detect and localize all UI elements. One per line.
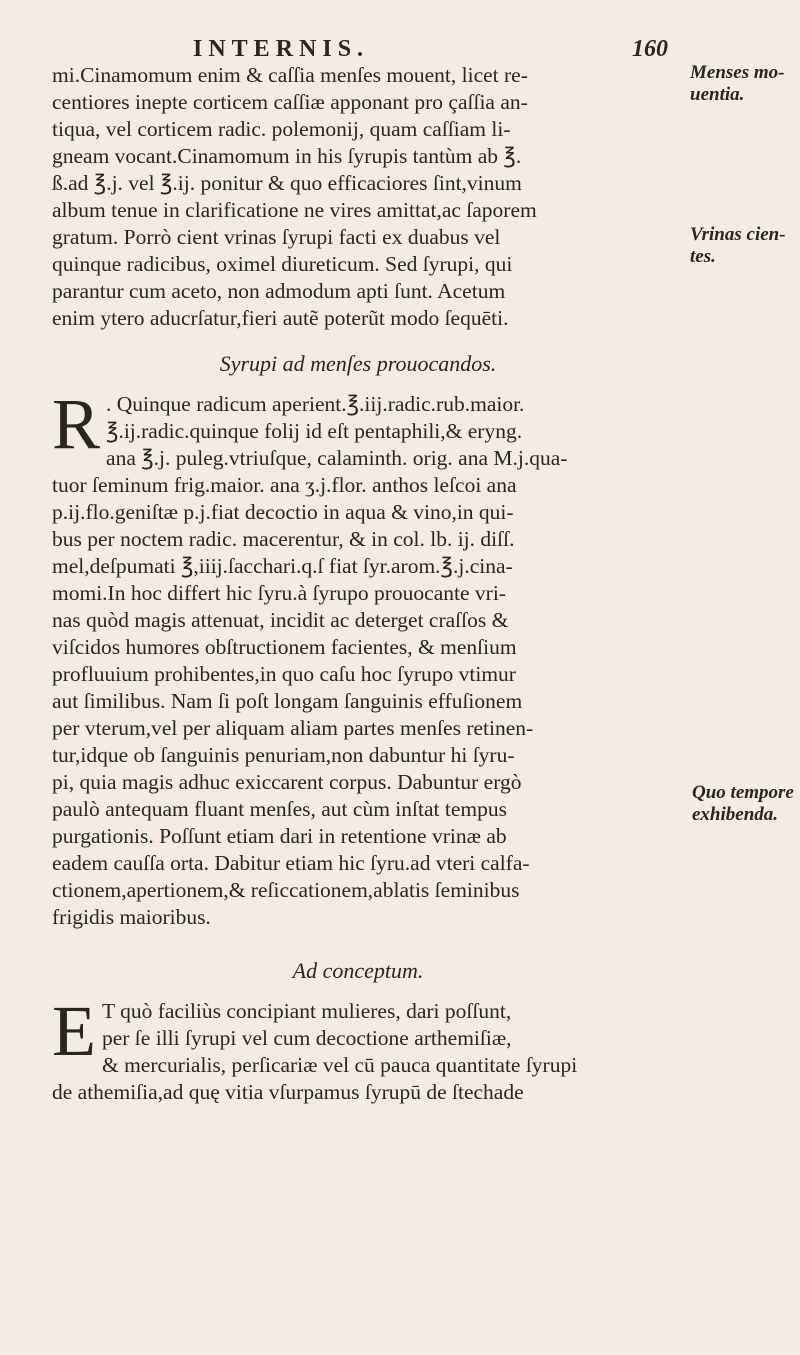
- text-column: [52, 62, 664, 1106]
- running-title: INTERNIS.: [193, 36, 370, 62]
- text-line: parantur cum aceto, non admodum apti ſunt. Acetum: [52, 279, 506, 303]
- text-line: aut ſimilibus. Nam ſi poſt longam ſanguinis effuſionem: [52, 689, 523, 713]
- paragraph-recipe: [52, 384, 664, 931]
- page-number: 160: [632, 36, 668, 62]
- text-line: bus per noctem radic. macerentur, & in col. lb. ij. diſſ.: [52, 527, 515, 551]
- text-line: ß.ad ℥.j. vel ℥.ij. ponitur & quo efficaciores ſint,vinum: [52, 171, 522, 195]
- text-line: tur,idque ob ſanguinis penuriam,non dabuntur hi ſyru-: [52, 743, 515, 767]
- text-line: tiqua, vel corticem radic. polemonij, quam caſſiam li-: [52, 117, 511, 141]
- text-line: mel,deſpumati ℥,iiij.ſacchari.q.ſ fiat ſyr.arom.℥.j.cina-: [52, 554, 513, 578]
- margin-note-menses: Menses mo- uentia.: [690, 62, 785, 105]
- text-line: mi.Cinamomum enim & caſſia menſes mouent, licet re-: [52, 63, 528, 87]
- paragraph-intro: [52, 62, 664, 332]
- text-line: pi, quia magis adhuc exiccarent corpus. Dabuntur ergò: [52, 770, 522, 794]
- text-line: gneam vocant.Cinamomum in his ſyrupis tantùm ab ℥.: [52, 144, 522, 168]
- text-line: ana ℥.j. puleg.vtriuſque, calaminth. orig. ana M.j.qua-: [106, 446, 568, 470]
- text-line: frigidis maioribus.: [52, 905, 211, 929]
- text-line: & mercurialis, perſicariæ vel cū pauca quantitate ſyrupi: [101, 1053, 578, 1077]
- text-line: album tenue in clarificatione ne vires amittat,ac ſaporem: [52, 198, 537, 222]
- text-line: paulò antequam fluant menſes, aut cùm inſtat tempus: [52, 797, 507, 821]
- text-line: tuor ſeminum frig.maior. ana ʒ.j.flor. anthos leſcoi ana: [52, 473, 517, 497]
- paragraph-conceptum: [52, 991, 664, 1106]
- text-line: ℥.ij.radic.quinque folij id eſt pentaphili,& eryng.: [106, 419, 523, 443]
- text-line: nas quòd magis attenuat, incidit ac deterget craſſos &: [52, 608, 509, 632]
- text-line: ctionem,apertionem,& reſiccationem,ablatis ſeminibus: [52, 878, 520, 902]
- text-line: quinque radicibus, oximel diureticum. Sed ſyrupi, qui: [52, 252, 513, 276]
- text-line: viſcidos humores obſtructionem facientes, & menſium: [52, 635, 517, 659]
- text-line: per vterum,vel per aliquam aliam partes menſes retinen-: [52, 716, 534, 740]
- text-line: per ſe illi ſyrupi vel cum decoctione arthemiſiæ,: [101, 1026, 512, 1050]
- text-line: p.ij.flo.geniſtæ p.j.fiat decoctio in aqua & vino,in qui-: [52, 500, 514, 524]
- text-line: momi.In hoc differt hic ſyru.à ſyrupo prouocante vri-: [52, 581, 506, 605]
- text-line: centiores inepte corticem caſſiæ apponant pro çaſſia an-: [52, 90, 528, 114]
- drop-cap-e: E: [52, 991, 96, 1071]
- text-line: eadem cauſſa orta. Dabitur etiam hic ſyru.ad vteri calfa-: [52, 851, 530, 875]
- margin-note-quo-tempore: Quo tempore exhibenda.: [692, 782, 794, 825]
- margin-note-vrinas: Vrinas cien- tes.: [690, 224, 786, 267]
- text-line: enim ytero aducrſatur,fieri autẽ poterũt modo ſequēti.: [52, 306, 509, 330]
- text-line: de athemiſia,ad quę vitia vſurpamus ſyrupū de ſtechade: [52, 1080, 524, 1104]
- text-line: purgationis. Poſſunt etiam dari in retentione vrinæ ab: [52, 824, 507, 848]
- text-line: profluuium prohibentes,in quo caſu hoc ſyrupo vtimur: [52, 662, 516, 686]
- section-heading-conceptum: Ad conceptum.: [292, 958, 424, 983]
- text-line: T quò faciliùs concipiant mulieres, dari poſſunt,: [101, 999, 512, 1023]
- section-heading-syrupi: Syrupi ad menſes prouocandos.: [219, 351, 497, 376]
- text-line: . Quinque radicum aperient.℥.iij.radic.rub.maior.: [106, 392, 525, 416]
- text-line: gratum. Porrò cient vrinas ſyrupi facti ex duabus vel: [52, 225, 501, 249]
- drop-cap-r: R: [52, 384, 101, 464]
